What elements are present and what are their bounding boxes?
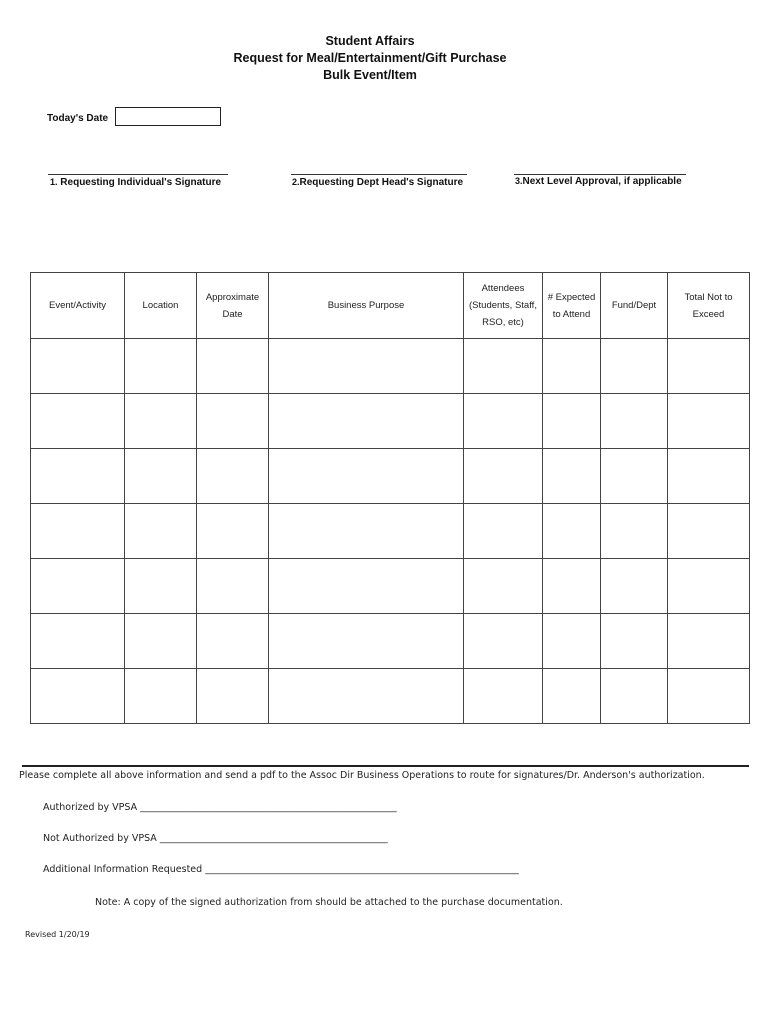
col-header-total-not-to-exceed — [668, 273, 750, 339]
table-cell[interactable] — [31, 339, 125, 394]
col-header-approximate-date — [197, 273, 269, 339]
table-cell[interactable] — [269, 669, 464, 724]
table-row — [31, 394, 750, 449]
col-header-event-activity — [31, 273, 125, 339]
table-cell[interactable] — [464, 614, 543, 669]
header-line: (Students, Staff, — [469, 300, 537, 311]
table-cell[interactable] — [269, 394, 464, 449]
table-cell[interactable] — [31, 614, 125, 669]
table-cell[interactable] — [464, 559, 543, 614]
table-cell[interactable] — [601, 394, 668, 449]
table-cell[interactable] — [31, 504, 125, 559]
signature-line-1[interactable] — [48, 174, 228, 175]
authorized-by-vpsa-line[interactable]: Authorized by VPSA ______________________________________________________ — [43, 802, 397, 813]
header-line: Fund/Dept — [611, 300, 657, 311]
table-cell[interactable] — [31, 559, 125, 614]
signature-label-3 — [515, 176, 682, 187]
table-cell[interactable] — [601, 669, 668, 724]
table-cell[interactable] — [464, 339, 543, 394]
header-line: Business Purpose — [327, 300, 405, 311]
table-cell[interactable] — [543, 504, 601, 559]
signature-label-2 — [292, 177, 463, 188]
col-header-location — [125, 273, 197, 339]
table-cell[interactable] — [125, 559, 197, 614]
header-line: RSO, etc) — [482, 317, 524, 328]
header-line: Location — [142, 300, 179, 311]
table-cell[interactable] — [543, 559, 601, 614]
table-cell[interactable] — [543, 339, 601, 394]
table-cell[interactable] — [197, 339, 269, 394]
table-cell[interactable] — [125, 339, 197, 394]
header-line: to Attend — [552, 308, 591, 320]
attachment-note: Note: A copy of the signed authorization from should be attached to the purchase documentation. — [95, 897, 563, 908]
table-cell[interactable] — [197, 614, 269, 669]
table-cell[interactable] — [601, 504, 668, 559]
table-cell[interactable] — [197, 559, 269, 614]
signature-text-1: Requesting Individual's Signature — [60, 177, 222, 188]
table-cell[interactable] — [31, 394, 125, 449]
table-cell[interactable] — [197, 394, 269, 449]
event-table — [30, 272, 750, 724]
table-cell[interactable] — [269, 339, 464, 394]
additional-info-line[interactable]: Additional Information Requested __________________________________________________________________ — [43, 864, 519, 875]
header-line: Date — [222, 308, 243, 320]
table-cell[interactable] — [464, 449, 543, 504]
table-cell[interactable] — [668, 559, 750, 614]
instructions-text: Please complete all above information and send a pdf to the Assoc Dir Business Operations to route for signatures/Dr. Anderson's authorization. — [19, 770, 705, 781]
header-line: Approximate — [205, 291, 260, 303]
table-row — [31, 559, 750, 614]
not-authorized-by-vpsa-line[interactable]: Not Authorized by VPSA ________________________________________________ — [43, 833, 388, 844]
signature-line-3[interactable] — [514, 174, 686, 175]
col-header-expected-attendance — [543, 273, 601, 339]
section-divider — [22, 765, 749, 767]
todays-date-label: Today's Date — [47, 113, 109, 124]
table-cell[interactable] — [543, 669, 601, 724]
table-header-row — [31, 273, 750, 339]
table-row — [31, 449, 750, 504]
signature-number-3: 3. — [515, 176, 523, 186]
table-cell[interactable] — [668, 669, 750, 724]
table-cell[interactable] — [601, 559, 668, 614]
table-cell[interactable] — [601, 449, 668, 504]
table-cell[interactable] — [464, 504, 543, 559]
col-header-fund-dept — [601, 273, 668, 339]
table-cell[interactable] — [464, 669, 543, 724]
table-cell[interactable] — [269, 559, 464, 614]
table-cell[interactable] — [125, 504, 197, 559]
table-cell[interactable] — [197, 449, 269, 504]
signature-label-1 — [50, 177, 221, 188]
table-cell[interactable] — [668, 504, 750, 559]
signature-number-1: 1. — [50, 177, 58, 187]
table-cell[interactable] — [31, 669, 125, 724]
table-cell[interactable] — [31, 449, 125, 504]
header-line: Exceed — [692, 308, 725, 320]
todays-date-field[interactable] — [115, 107, 221, 126]
form-title-line2: Request for Meal/Entertainment/Gift Purchase — [233, 51, 507, 65]
header-line: # Expected — [547, 291, 596, 303]
table-row — [31, 669, 750, 724]
signature-number-2: 2. — [292, 177, 300, 187]
table-cell[interactable] — [464, 394, 543, 449]
signature-line-2[interactable] — [291, 174, 467, 175]
col-header-attendees — [464, 273, 543, 339]
table-cell[interactable] — [125, 449, 197, 504]
signature-text-2: Requesting Dept Head's Signature — [299, 177, 464, 188]
table-cell[interactable] — [269, 614, 464, 669]
table-cell[interactable] — [668, 394, 750, 449]
table-row — [31, 614, 750, 669]
table-cell[interactable] — [668, 449, 750, 504]
table-cell[interactable] — [543, 394, 601, 449]
table-cell[interactable] — [197, 504, 269, 559]
header-line: Event/Activity — [48, 300, 107, 311]
table-cell[interactable] — [269, 504, 464, 559]
revision-date: Revised 1/20/19 — [25, 930, 90, 939]
table-cell[interactable] — [125, 614, 197, 669]
table-row — [31, 339, 750, 394]
form-title-line3: Bulk Event/Item — [323, 68, 417, 82]
header-line: Total Not to — [684, 291, 733, 303]
table-cell[interactable] — [125, 669, 197, 724]
table-cell[interactable] — [543, 449, 601, 504]
col-header-business-purpose — [269, 273, 464, 339]
form-title-line1: Student Affairs — [325, 34, 415, 48]
header-line: Attendees — [481, 283, 525, 294]
table-cell[interactable] — [125, 394, 197, 449]
table-cell[interactable] — [668, 614, 750, 669]
table-cell[interactable] — [269, 449, 464, 504]
table-row — [31, 504, 750, 559]
table-cell[interactable] — [601, 339, 668, 394]
table-cell[interactable] — [601, 614, 668, 669]
signature-text-3: Next Level Approval, if applicable — [522, 176, 682, 187]
table-cell[interactable] — [668, 339, 750, 394]
table-cell[interactable] — [543, 614, 601, 669]
table-cell[interactable] — [197, 669, 269, 724]
